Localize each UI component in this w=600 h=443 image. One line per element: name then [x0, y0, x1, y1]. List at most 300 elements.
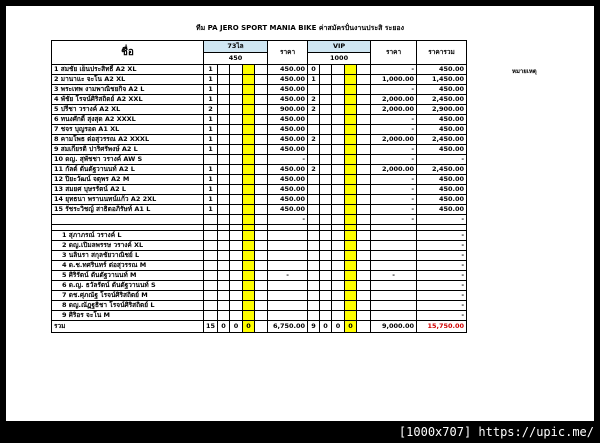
- member-row: [52, 251, 467, 261]
- price-vip: [371, 291, 417, 301]
- price-73: [268, 291, 308, 301]
- price-vip: 2,000.00: [371, 95, 417, 105]
- price-vip: -: [371, 271, 417, 281]
- total-price-vip: 9,000.00: [371, 321, 417, 333]
- price-vip: -: [371, 115, 417, 125]
- cell: [357, 281, 371, 291]
- cell: [255, 115, 268, 125]
- member-name: 12 ปิยะวัฒน์ จตุพร A2 M: [52, 175, 204, 185]
- cell: [218, 301, 230, 311]
- highlight-cell: [345, 231, 357, 241]
- member-row: [52, 65, 467, 75]
- cell: [320, 115, 332, 125]
- cell: [218, 125, 230, 135]
- cell: [332, 231, 345, 241]
- total-cell: 0: [345, 321, 357, 333]
- price-vip: -: [371, 155, 417, 165]
- cell: [320, 155, 332, 165]
- member-row: [52, 155, 467, 165]
- cell: [255, 205, 268, 215]
- member-row: [52, 105, 467, 115]
- cell: [230, 205, 243, 215]
- price-vip: 1,000.00: [371, 75, 417, 85]
- cell: [230, 281, 243, 291]
- cell: [357, 185, 371, 195]
- member-name: 8 ดญ.ณัฏฐธิชา โรจน์ศิริสถิตย์ L: [52, 301, 204, 311]
- cell: [357, 301, 371, 311]
- cell: [230, 155, 243, 165]
- highlight-cell: [243, 115, 255, 125]
- cell: [230, 95, 243, 105]
- cell: [255, 85, 268, 95]
- price-vip: [371, 241, 417, 251]
- cell: [332, 241, 345, 251]
- member-row: [52, 135, 467, 145]
- price-vip: [371, 261, 417, 271]
- group2-name: VIP: [308, 41, 371, 53]
- cell: [230, 75, 243, 85]
- qty-73: 1: [204, 125, 218, 135]
- cell: [255, 185, 268, 195]
- highlight-cell: [345, 301, 357, 311]
- price-73: 450.00: [268, 75, 308, 85]
- cell: [255, 301, 268, 311]
- cell: [230, 175, 243, 185]
- highlight-cell: [243, 145, 255, 155]
- qty-73: 1: [204, 205, 218, 215]
- highlight-cell: [243, 175, 255, 185]
- price-73: 450.00: [268, 65, 308, 75]
- price-vip: -: [371, 205, 417, 215]
- member-name: 3 พระเทพ งามพาณิชยกิจ A2 L: [52, 85, 204, 95]
- qty-vip: 2: [308, 135, 320, 145]
- row-total: -: [417, 155, 467, 165]
- member-name: 5 ศิริรัตน์ ตันตัฐวานนท์ M: [52, 271, 204, 281]
- cell: [255, 261, 268, 271]
- cell: [230, 301, 243, 311]
- price-73: [268, 261, 308, 271]
- cell: [332, 175, 345, 185]
- cell: [230, 65, 243, 75]
- cell: [230, 105, 243, 115]
- price-vip: -: [371, 145, 417, 155]
- cell: [320, 105, 332, 115]
- member-name: 4 ด.ช.ทศรินทร์ ต่อสุวรรณ M: [52, 261, 204, 271]
- cell: [357, 95, 371, 105]
- member-name: 7 ชจร บุญรอด A1 XL: [52, 125, 204, 135]
- qty-vip: [308, 125, 320, 135]
- price-73: [268, 251, 308, 261]
- cell: [357, 241, 371, 251]
- highlight-cell: [345, 95, 357, 105]
- cell: [308, 241, 320, 251]
- cell: [320, 145, 332, 155]
- cell: [357, 321, 371, 333]
- row-total: -: [417, 271, 467, 281]
- cell: [204, 271, 218, 281]
- cell: [255, 145, 268, 155]
- cell: [230, 271, 243, 281]
- cell: [332, 291, 345, 301]
- qty-73: 1: [204, 175, 218, 185]
- member-name: 3 นลินรา สกุลชัยวาณิชย์ L: [52, 251, 204, 261]
- row-total: 450.00: [417, 115, 467, 125]
- qty-vip: 2: [308, 165, 320, 175]
- cell: [320, 135, 332, 145]
- member-name: 6 ทนงศักดิ์ สุงสุด A2 XXXL: [52, 115, 204, 125]
- member-row: [52, 215, 467, 225]
- cell: [320, 95, 332, 105]
- highlight-cell: [345, 241, 357, 251]
- price-73: [268, 301, 308, 311]
- row-total: 450.00: [417, 145, 467, 155]
- row-total: -: [417, 231, 467, 241]
- price-73: 450.00: [268, 135, 308, 145]
- price-vip: -: [371, 65, 417, 75]
- cell: [204, 231, 218, 241]
- cell: [255, 231, 268, 241]
- row-total: -: [417, 241, 467, 251]
- cell: [255, 271, 268, 281]
- highlight-cell: [345, 175, 357, 185]
- cell: [255, 215, 268, 225]
- cell: [357, 231, 371, 241]
- member-name: 6 ด.ญ. ธวัลรัตน์ ตันตัฐวานนท์ S: [52, 281, 204, 291]
- price-vip: 2,000.00: [371, 165, 417, 175]
- qty-73: 1: [204, 115, 218, 125]
- cell: [218, 185, 230, 195]
- highlight-cell: [345, 271, 357, 281]
- total-cell: 0: [243, 321, 255, 333]
- group1-price: 450: [204, 53, 268, 65]
- cell: [255, 311, 268, 321]
- cell: [332, 205, 345, 215]
- member-row: [52, 125, 467, 135]
- qty-73: 1: [204, 165, 218, 175]
- qty-vip: [308, 185, 320, 195]
- cell: [255, 75, 268, 85]
- highlight-cell: [345, 215, 357, 225]
- price-73: 450.00: [268, 175, 308, 185]
- row-total: 450.00: [417, 85, 467, 95]
- cell: [332, 125, 345, 135]
- cell: [332, 95, 345, 105]
- member-row: [52, 291, 467, 301]
- highlight-cell: [345, 115, 357, 125]
- member-row: [52, 271, 467, 281]
- cell: [255, 175, 268, 185]
- highlight-cell: [243, 105, 255, 115]
- cell: [308, 271, 320, 281]
- cell: [357, 165, 371, 175]
- cell: [218, 215, 230, 225]
- cell: [332, 215, 345, 225]
- cell: [320, 311, 332, 321]
- cell: [230, 125, 243, 135]
- cell: [230, 215, 243, 225]
- qty-73: 1: [204, 85, 218, 95]
- highlight-cell: [243, 205, 255, 215]
- cell: [230, 85, 243, 95]
- cell: [204, 261, 218, 271]
- spreadsheet-page: [6, 6, 594, 421]
- member-name: [52, 215, 204, 225]
- cell: [357, 205, 371, 215]
- cell: [255, 251, 268, 261]
- highlight-cell: [345, 281, 357, 291]
- cell: [230, 251, 243, 261]
- cell: [320, 75, 332, 85]
- qty-73: 1: [204, 135, 218, 145]
- price-vip: 2,000.00: [371, 105, 417, 115]
- member-name: 2 มานาแะ จะโน A2 XL: [52, 75, 204, 85]
- member-name: 1 สมชัย เย็นประสิทธิ์ A2 XL: [52, 65, 204, 75]
- cell: [332, 251, 345, 261]
- row-total: 450.00: [417, 195, 467, 205]
- cell: [308, 231, 320, 241]
- row-total: 450.00: [417, 205, 467, 215]
- price-vip: [371, 231, 417, 241]
- cell: [218, 115, 230, 125]
- cell: [230, 145, 243, 155]
- cell: [332, 311, 345, 321]
- cell: [218, 291, 230, 301]
- price-73: -: [268, 271, 308, 281]
- cell: [255, 65, 268, 75]
- price-73: 450.00: [268, 115, 308, 125]
- member-name: 11 กัลต์ ตันตัฐวานนท์ A2 L: [52, 165, 204, 175]
- cell: [230, 195, 243, 205]
- cell: [357, 75, 371, 85]
- price-vip: 2,000.00: [371, 135, 417, 145]
- cell: [218, 231, 230, 241]
- qty-73: 1: [204, 95, 218, 105]
- cell: [332, 145, 345, 155]
- cell: [218, 135, 230, 145]
- cell: [255, 195, 268, 205]
- qty-vip: [308, 145, 320, 155]
- price-73: [268, 241, 308, 251]
- member-row: [52, 195, 467, 205]
- cell: [255, 321, 268, 333]
- price-vip: -: [371, 85, 417, 95]
- cell: [320, 215, 332, 225]
- member-row: [52, 165, 467, 175]
- member-row: [52, 175, 467, 185]
- cell: [332, 185, 345, 195]
- qty-vip: [308, 215, 320, 225]
- cell: [204, 281, 218, 291]
- highlight-cell: [345, 65, 357, 75]
- price-vip: [371, 251, 417, 261]
- cell: [218, 155, 230, 165]
- cell: [204, 241, 218, 251]
- member-name: 9 ศิริอร จะโน M: [52, 311, 204, 321]
- highlight-cell: [243, 185, 255, 195]
- cell: [332, 65, 345, 75]
- total-qty-vip: 9: [308, 321, 320, 333]
- qty-vip: [308, 85, 320, 95]
- member-row: [52, 205, 467, 215]
- cell: [320, 261, 332, 271]
- highlight-cell: [345, 105, 357, 115]
- highlight-cell: [345, 185, 357, 195]
- cell: [320, 231, 332, 241]
- highlight-cell: [345, 165, 357, 175]
- header-row-groups: [52, 41, 467, 53]
- price-vip: [371, 301, 417, 311]
- highlight-cell: [243, 195, 255, 205]
- watermark: [1000x707] https://upic.me/: [398, 425, 594, 439]
- member-row: [52, 241, 467, 251]
- price-header-2: ราคา: [371, 41, 417, 65]
- member-row: [52, 281, 467, 291]
- row-total: 450.00: [417, 175, 467, 185]
- qty-73: 1: [204, 75, 218, 85]
- cell: [320, 251, 332, 261]
- member-name: 10 ดญ. สุพัชชา วรางค์ AW S: [52, 155, 204, 165]
- cell: [218, 205, 230, 215]
- row-total: 2,450.00: [417, 165, 467, 175]
- row-total: 450.00: [417, 185, 467, 195]
- row-total: 2,900.00: [417, 105, 467, 115]
- cell: [357, 155, 371, 165]
- cell: [218, 95, 230, 105]
- cell: [255, 281, 268, 291]
- highlight-cell: [345, 85, 357, 95]
- cell: [204, 311, 218, 321]
- cell: [357, 125, 371, 135]
- highlight-cell: [243, 215, 255, 225]
- cell: [308, 261, 320, 271]
- price-73: -: [268, 215, 308, 225]
- cell: [218, 241, 230, 251]
- member-row: [52, 261, 467, 271]
- cell: [320, 195, 332, 205]
- total-cell: 0: [320, 321, 332, 333]
- cell: [332, 135, 345, 145]
- cell: [218, 175, 230, 185]
- price-vip: -: [371, 125, 417, 135]
- row-total: -: [417, 251, 467, 261]
- cell: [357, 105, 371, 115]
- cell: [357, 311, 371, 321]
- price-73: [268, 231, 308, 241]
- cell: [230, 135, 243, 145]
- cell: [320, 205, 332, 215]
- row-total: -: [417, 311, 467, 321]
- cell: [357, 135, 371, 145]
- name-header: ชื่อ: [52, 41, 204, 65]
- highlight-cell: [243, 95, 255, 105]
- price-73: [268, 311, 308, 321]
- cell: [332, 115, 345, 125]
- cell: [218, 65, 230, 75]
- highlight-cell: [345, 155, 357, 165]
- cell: [218, 281, 230, 291]
- row-total: -: [417, 291, 467, 301]
- cell: [218, 271, 230, 281]
- row-total: 450.00: [417, 125, 467, 135]
- cell: [230, 231, 243, 241]
- member-name: 9 สมเกียรติ ปาริศรัพงษ์ A2 L: [52, 145, 204, 155]
- highlight-cell: [345, 135, 357, 145]
- price-73: 450.00: [268, 185, 308, 195]
- member-row: [52, 231, 467, 241]
- cell: [357, 145, 371, 155]
- cell: [218, 75, 230, 85]
- cell: [255, 165, 268, 175]
- cell: [320, 301, 332, 311]
- member-name: 7 ดช.ศุภณัฐ โรจน์ศิริสถิตย์ M: [52, 291, 204, 301]
- cell: [320, 85, 332, 95]
- total-header: ราคารวม: [417, 41, 467, 65]
- group1-name: 73ไล: [204, 41, 268, 53]
- cell: [255, 105, 268, 115]
- highlight-cell: [345, 261, 357, 271]
- cell: [357, 271, 371, 281]
- qty-73: 1: [204, 145, 218, 155]
- cell: [218, 165, 230, 175]
- highlight-cell: [243, 65, 255, 75]
- price-vip: -: [371, 215, 417, 225]
- price-vip: -: [371, 185, 417, 195]
- document-title: ทีม PA JERO SPORT MANIA BIKE ค่าสมัครปั่นงานประสิ ระยอง: [195, 24, 405, 32]
- highlight-cell: [243, 291, 255, 301]
- total-qty-73: 15: [204, 321, 218, 333]
- cell: [230, 291, 243, 301]
- cell: [332, 195, 345, 205]
- price-73: 450.00: [268, 85, 308, 95]
- qty-73: 1: [204, 65, 218, 75]
- price-73: [268, 281, 308, 291]
- cell: [308, 311, 320, 321]
- totals-row: [52, 321, 467, 333]
- total-cell: 0: [332, 321, 345, 333]
- member-row: [52, 185, 467, 195]
- highlight-cell: [243, 125, 255, 135]
- member-name: 2 ดญ.เปิมลพรรษ วรางค์ XL: [52, 241, 204, 251]
- highlight-cell: [345, 125, 357, 135]
- cell: [320, 175, 332, 185]
- highlight-cell: [243, 135, 255, 145]
- highlight-cell: [243, 85, 255, 95]
- cell: [320, 281, 332, 291]
- price-vip: -: [371, 195, 417, 205]
- member-name: 13 สมยศ บุษรรัตน์ A2 L: [52, 185, 204, 195]
- cell: [320, 185, 332, 195]
- cell: [230, 311, 243, 321]
- totals-label: รวม: [52, 321, 204, 333]
- cell: [230, 115, 243, 125]
- cell: [332, 85, 345, 95]
- total-cell: 0: [230, 321, 243, 333]
- cell: [320, 125, 332, 135]
- row-total: 450.00: [417, 65, 467, 75]
- cell: [218, 261, 230, 271]
- cell: [332, 281, 345, 291]
- highlight-cell: [345, 311, 357, 321]
- cell: [332, 261, 345, 271]
- member-name: 8 คามโพธ ต่อสุวรรณ A2 XXXL: [52, 135, 204, 145]
- highlight-cell: [345, 75, 357, 85]
- member-name: 1 สุภาภรณ์ วรางค์ L: [52, 231, 204, 241]
- cell: [332, 165, 345, 175]
- member-row: [52, 301, 467, 311]
- cell: [218, 85, 230, 95]
- grand-total: 15,750.00: [417, 321, 467, 333]
- cell: [357, 175, 371, 185]
